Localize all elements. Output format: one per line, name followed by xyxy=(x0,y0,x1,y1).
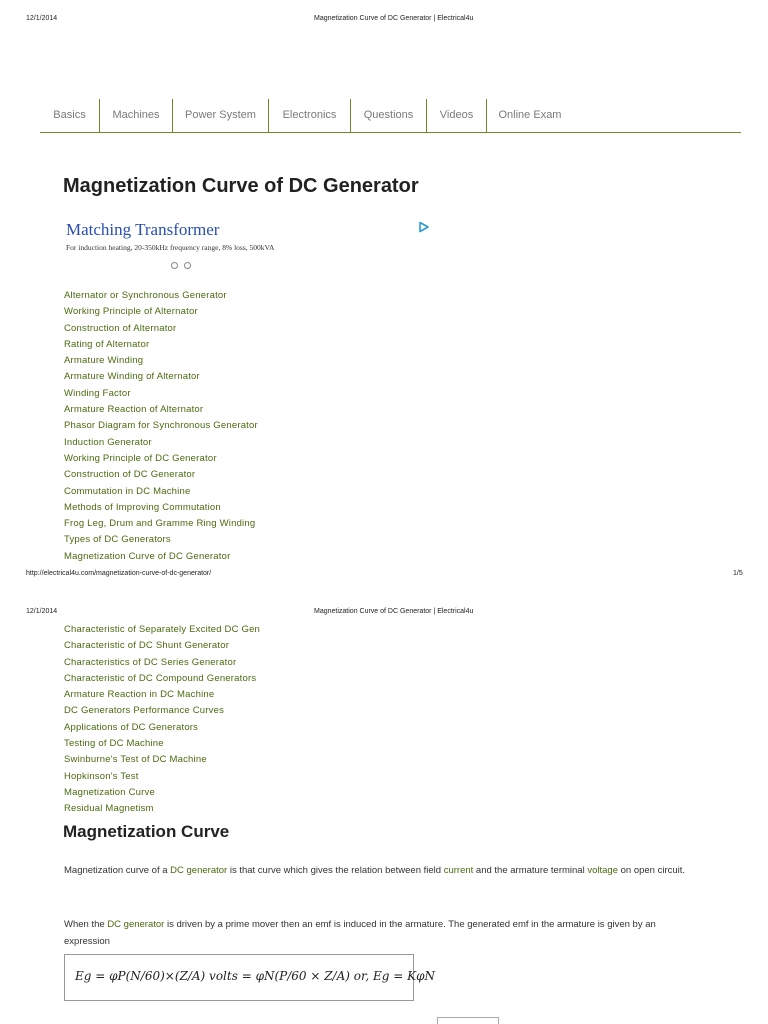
dc-generator-link[interactable]: DC generator xyxy=(170,865,228,876)
related-link-item[interactable]: DC Generators Performance Curves xyxy=(64,705,225,717)
related-link-item[interactable]: Winding Factor xyxy=(64,387,131,399)
nav-item-online-exam[interactable]: Online Exam xyxy=(498,109,562,121)
emf-formula-box xyxy=(64,954,436,1001)
para-text: is driven by a prime mover then an emf is induced in the armature. The generated emf in the armature is given by an expression xyxy=(64,919,656,947)
related-link-item[interactable]: Working Principle of Alternator xyxy=(64,306,198,318)
print-title: Magnetization Curve of DC Generator | Electrical4u xyxy=(314,15,474,22)
related-link-item[interactable]: Magnetization Curve xyxy=(64,786,155,798)
related-link-item[interactable]: Characteristics of DC Series Generator xyxy=(64,656,237,668)
related-link-item[interactable]: Rating of Alternator xyxy=(64,338,150,350)
related-link-item[interactable]: Characteristic of DC Shunt Generator xyxy=(64,640,230,652)
related-link-item[interactable]: Applications of DC Generators xyxy=(64,721,199,733)
related-link-item[interactable]: Residual Magnetism xyxy=(64,803,154,815)
related-link-item[interactable]: Armature Winding xyxy=(64,355,144,367)
related-link-item[interactable]: Characteristic of DC Compound Generators xyxy=(64,672,257,684)
nav-item-electronics[interactable]: Electronics xyxy=(282,109,337,121)
related-link-item[interactable]: Construction of Alternator xyxy=(64,322,177,334)
intro-paragraph xyxy=(64,862,704,879)
nav-item-questions[interactable]: Questions xyxy=(363,109,414,121)
related-link-item[interactable]: Armature Reaction in DC Machine xyxy=(64,689,215,701)
nav-item-machines[interactable]: Machines xyxy=(112,109,160,121)
related-link-item[interactable]: Commutation in DC Machine xyxy=(64,485,191,497)
related-link-item[interactable]: Testing of DC Machine xyxy=(64,738,164,750)
related-link-item[interactable]: Magnetization Curve of DC Generator xyxy=(64,550,231,562)
print-title: Magnetization Curve of DC Generator | Electrical4u xyxy=(314,608,474,615)
carousel-dot[interactable] xyxy=(184,262,191,269)
print-url: http://electrical4u.com/magnetization-curve-of-dc-generator/ xyxy=(26,570,212,577)
ad-description: For induction heating, 20-350kHz frequency range, 8% loss, 500kVA xyxy=(66,243,275,252)
nav-item-basics[interactable]: Basics xyxy=(53,109,86,121)
para-text: When the xyxy=(64,919,108,930)
para-text: on open circuit. xyxy=(617,865,686,876)
print-page-number: 1/5 xyxy=(733,570,743,577)
section-title: Magnetization Curve xyxy=(63,822,230,841)
nav-item-videos[interactable]: Videos xyxy=(439,109,474,121)
adchoices-icon[interactable] xyxy=(418,220,430,238)
related-link-item[interactable]: Methods of Improving Commutation xyxy=(64,501,221,513)
related-link-item[interactable]: Working Principle of DC Generator xyxy=(64,452,217,464)
page-title: Magnetization Curve of DC Generator xyxy=(63,175,419,197)
related-link-item[interactable]: Types of DC Generators xyxy=(64,534,171,546)
related-link-item[interactable]: Armature Winding of Alternator xyxy=(64,371,200,383)
related-link-item[interactable]: Alternator or Synchronous Generator xyxy=(64,290,227,301)
current-link[interactable]: current xyxy=(443,865,474,876)
nav-item-power-system[interactable]: Power System xyxy=(185,109,256,121)
bottom-element xyxy=(437,1017,499,1024)
related-link-item[interactable]: Hopkinson's Test xyxy=(64,770,139,782)
related-links-list xyxy=(64,622,260,818)
para-text: is that curve which gives the relation between field xyxy=(227,865,444,876)
ad-carousel-dots xyxy=(171,256,197,274)
related-link-item[interactable]: Frog Leg, Drum and Gramme Ring Winding xyxy=(64,518,256,530)
related-link-item[interactable]: Armature Reaction of Alternator xyxy=(64,404,204,416)
emf-formula: Eg = φP(N/60)×(Z/A) volts = φN(P/60 × Z/A) or, Eg = KφN xyxy=(75,969,436,983)
print-date: 12/1/2014 xyxy=(26,15,58,22)
para-text: and the armature terminal xyxy=(473,865,588,876)
ad-title-link[interactable]: Matching Transformer xyxy=(66,220,220,239)
main-nav xyxy=(40,99,741,133)
related-links-list xyxy=(64,288,258,565)
voltage-link[interactable]: voltage xyxy=(587,865,618,876)
carousel-dot[interactable] xyxy=(171,262,178,269)
emf-paragraph xyxy=(64,916,704,950)
related-link-item[interactable]: Construction of DC Generator xyxy=(64,469,196,481)
related-link-item[interactable]: Swinburne's Test of DC Machine xyxy=(64,754,207,766)
related-link-item[interactable]: Induction Generator xyxy=(64,436,152,448)
related-link-item[interactable]: Phasor Diagram for Synchronous Generator xyxy=(64,420,258,432)
dc-generator-link[interactable]: DC generator xyxy=(107,919,165,930)
related-link-item[interactable]: Characteristic of Separately Excited DC Gen xyxy=(64,624,261,635)
print-date: 12/1/2014 xyxy=(26,608,58,615)
para-text: Magnetization curve of a xyxy=(64,865,171,876)
